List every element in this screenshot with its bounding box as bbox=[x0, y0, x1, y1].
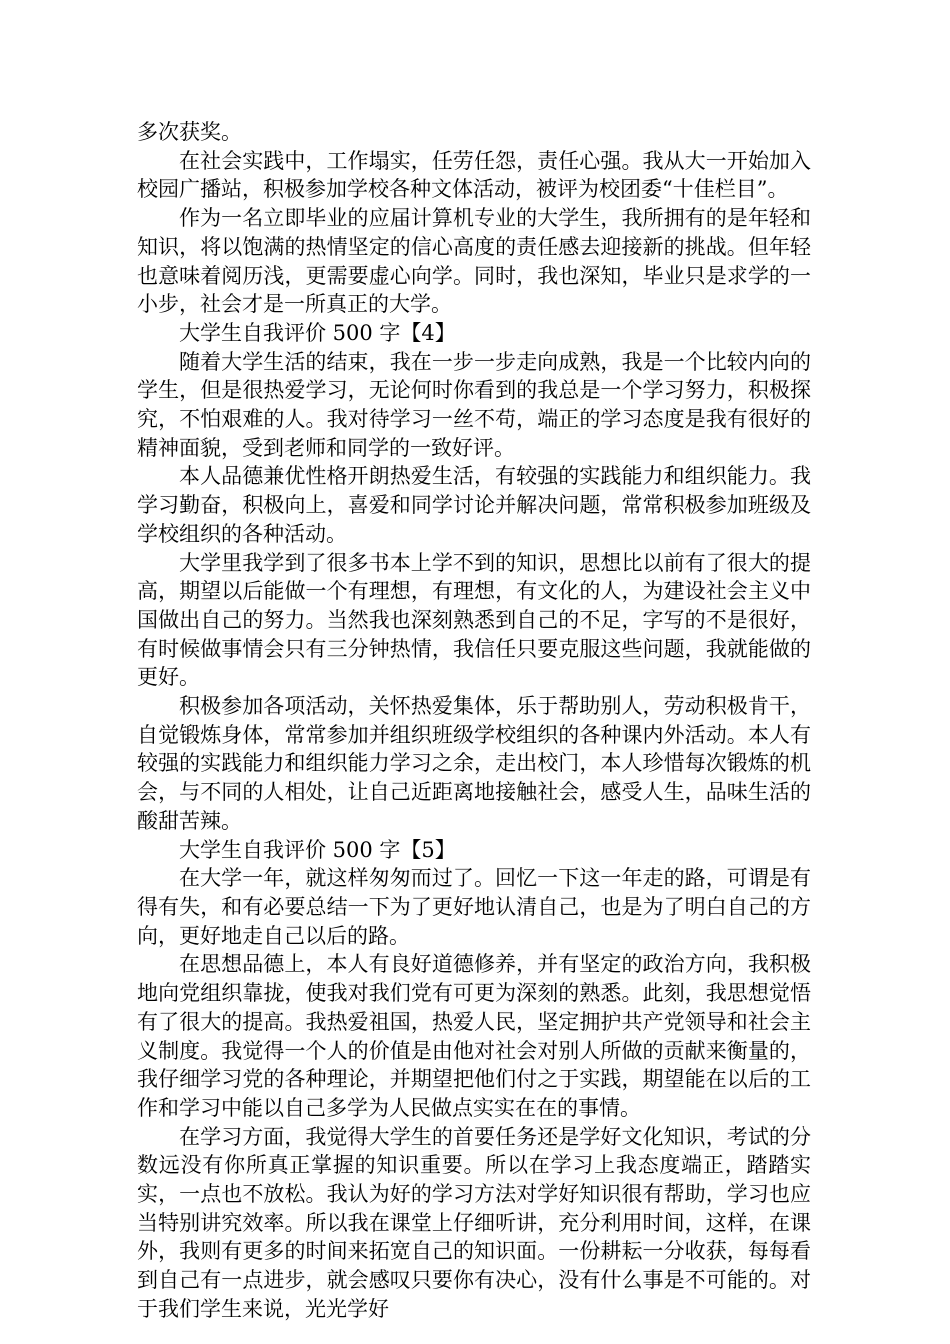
paragraph: 作为一名立即毕业的应届计算机专业的大学生，我所拥有的是年轻和知识，将以饱满的热情坚定的信心高度的责任感去迎接新的挑战。但年轻也意味着阅历浅，更需要虚心向学。同时，我也深知，毕业只是求学的一小步，社会才是一所真正的大学。 bbox=[137, 206, 811, 317]
section-heading: 大学生自我评价 500 字【5】 bbox=[179, 837, 456, 862]
paragraph: 本人品德兼优性格开朗热爱生活，有较强的实践能力和组织能力。我学习勤奋，积极向上，喜爱和同学讨论并解决问题，常常积极参加班级及学校组织的各种活动。 bbox=[137, 464, 811, 546]
document-page bbox=[137, 118, 811, 1324]
paragraph: 多次获奖。 bbox=[137, 120, 242, 144]
paragraph: 在思想品德上，本人有良好道德修养，并有坚定的政治方向，我积极地向党组织靠拢，使我对我们党有可更为深刻的熟悉。此刻，我思想觉悟有了很大的提高。我热爱祖国，热爱人民，坚定拥护共产党领导和社会主义制度。我觉得一个人的价值是由他对社会对别人所做的贡献来衡量的，我仔细学习党的各种理论，并期望把他们付之于实践，期望能在以后的工作和学习中能以自己多学为人民做点实实在在的事情。 bbox=[137, 952, 811, 1120]
paragraph: 大学里我学到了很多书本上学不到的知识，思想比以前有了很大的提高，期望以后能做一个有理想，有理想，有文化的人，为建设社会主义中国做出自己的努力。当然我也深刻熟悉到自己的不足，字写的不是很好，有时候做事情会只有三分钟热情，我信任只要克服这些问题，我就能做的更好。 bbox=[137, 550, 811, 690]
paragraph: 在学习方面，我觉得大学生的首要任务还是学好文化知识，考试的分数远没有你所真正掌握的知识重要。所以在学习上我态度端正，踏踏实实，一点也不放松。我认为好的学习方法对学好知识很有帮助，学习也应当特别讲究效率。所以我在课堂上仔细听讲，充分利用时间，这样，在课外，我则有更多的时间来拓宽自己的知识面。一份耕耘一分收获，每每看到自己有一点进步，就会感叹只要你有决心，没有什么事是不可能的。对于我们学生来说，光光学好 bbox=[137, 1124, 811, 1321]
paragraph: 在大学一年，就这样匆匆而过了。回忆一下这一年走的路，可谓是有得有失，和有必要总结一下为了更好地认清自己，也是为了明白自己的方向，更好地走自己以后的路。 bbox=[137, 866, 811, 948]
section-heading: 大学生自我评价 500 字【4】 bbox=[179, 320, 456, 345]
paragraph: 积极参加各项活动，关怀热爱集体，乐于帮助别人，劳动积极肯干，自觉锻炼身体，常常参加并组织班级学校组织的各种课内外活动。本人有较强的实践能力和组织能力学习之余，走出校门，本人珍惜每次锻炼的机会，与不同的人相处，让自己近距离地接触社会，感受人生，品味生活的酸甜苦辣。 bbox=[137, 694, 811, 833]
paragraph: 在社会实践中，工作塌实，任劳任怨，责任心强。我从大一开始加入校园广播站，积极参加学校各种文体活动，被评为校团委“十佳栏目”。 bbox=[137, 148, 811, 202]
paragraph: 随着大学生活的结束，我在一步一步走向成熟，我是一个比较内向的学生，但是很热爱学习，无论何时你看到的我总是一个学习努力，积极探究，不怕艰难的人。我对待学习一丝不苟，端正的学习态度是我有很好的精神面貌，受到老师和同学的一致好评。 bbox=[137, 349, 811, 460]
